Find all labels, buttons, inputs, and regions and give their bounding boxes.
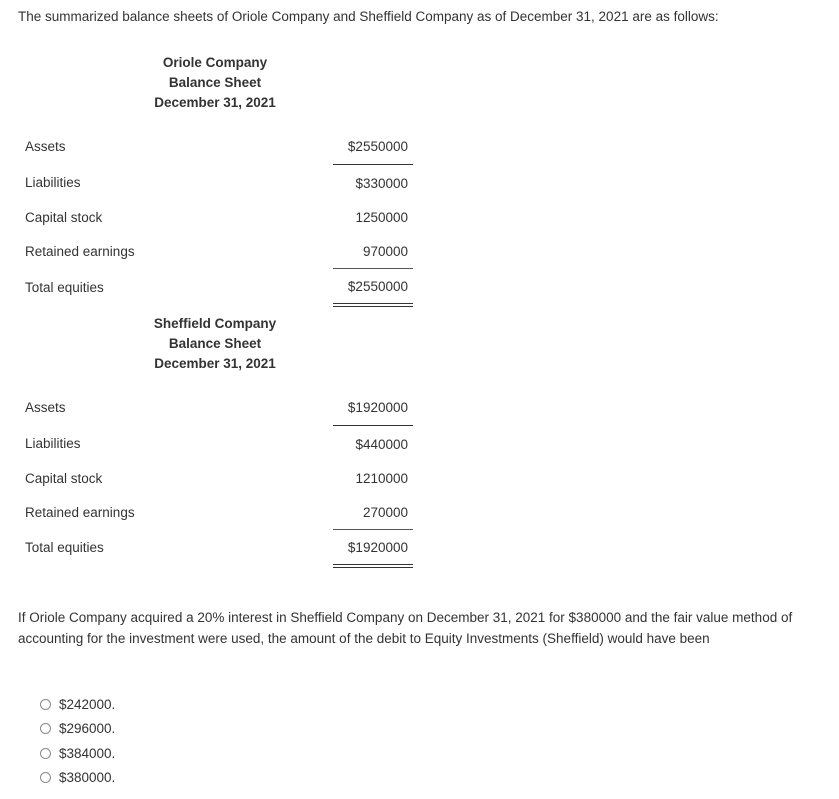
oriole-total-value: $2550000 bbox=[347, 279, 408, 294]
radio-button-icon[interactable] bbox=[40, 748, 51, 759]
oriole-capital-value: 1250000 bbox=[355, 210, 408, 225]
sheffield-retained-label: Retained earnings bbox=[25, 505, 135, 520]
sheffield-retained-value: 270000 bbox=[362, 505, 408, 520]
sheffield-total-double-rule bbox=[333, 564, 413, 568]
oriole-company-name: Oriole Company bbox=[162, 55, 268, 70]
oriole-total-label: Total equities bbox=[25, 280, 104, 295]
answer-option-4[interactable] bbox=[40, 770, 115, 785]
sheffield-header bbox=[120, 314, 310, 374]
sheffield-subtotal-rule bbox=[333, 529, 413, 530]
answer-option-label: $242000. bbox=[59, 697, 116, 712]
oriole-total-double-rule bbox=[333, 303, 413, 307]
answer-option-3[interactable] bbox=[40, 746, 115, 761]
sheffield-liabilities-value: $440000 bbox=[355, 437, 408, 452]
oriole-header bbox=[120, 53, 310, 113]
sheffield-capital-label: Capital stock bbox=[25, 471, 103, 486]
sheffield-company-name: Sheffield Company bbox=[153, 316, 277, 331]
answer-option-label: $384000. bbox=[59, 746, 116, 761]
intro-text: The summarized balance sheets of Oriole Company and Sheffield Company as of December 31, 2021 are as follows: bbox=[18, 9, 719, 24]
answer-option-2[interactable] bbox=[40, 721, 115, 736]
oriole-retained-value: 970000 bbox=[362, 244, 408, 259]
sheffield-sheet-title: Balance Sheet bbox=[168, 336, 262, 351]
answer-option-1[interactable] bbox=[40, 697, 115, 712]
sheffield-sheet-date: December 31, 2021 bbox=[154, 356, 276, 371]
sheffield-assets-label: Assets bbox=[25, 400, 66, 415]
sheffield-liabilities-label: Liabilities bbox=[25, 436, 81, 451]
oriole-liabilities-label: Liabilities bbox=[25, 175, 81, 190]
answer-option-label: $380000. bbox=[59, 770, 116, 785]
sheffield-assets-value: $1920000 bbox=[347, 400, 408, 415]
oriole-assets-label: Assets bbox=[25, 139, 66, 154]
sheffield-capital-value: 1210000 bbox=[355, 471, 408, 486]
oriole-sheet-date: December 31, 2021 bbox=[154, 95, 276, 110]
question-text: If Oriole Company acquired a 20% interest in Sheffield Company on December 31, 2021 for $380000 and the fair value method of accounting for the investment were used, the amount of the debit to Equity Investments (Sheffield) would have been bbox=[18, 610, 793, 646]
sheffield-total-label: Total equities bbox=[25, 540, 104, 555]
sheffield-assets-rule bbox=[333, 425, 413, 426]
answer-option-label: $296000. bbox=[59, 721, 116, 736]
radio-button-icon[interactable] bbox=[40, 772, 51, 783]
oriole-retained-label: Retained earnings bbox=[25, 244, 135, 259]
radio-button-icon[interactable] bbox=[40, 723, 51, 734]
oriole-liabilities-value: $330000 bbox=[355, 176, 408, 191]
oriole-sheet-title: Balance Sheet bbox=[168, 75, 262, 90]
sheffield-total-value: $1920000 bbox=[347, 540, 408, 555]
radio-button-icon[interactable] bbox=[40, 699, 51, 710]
oriole-subtotal-rule bbox=[333, 268, 413, 269]
oriole-assets-value: $2550000 bbox=[347, 139, 408, 154]
oriole-assets-rule bbox=[333, 164, 413, 165]
oriole-capital-label: Capital stock bbox=[25, 210, 103, 225]
